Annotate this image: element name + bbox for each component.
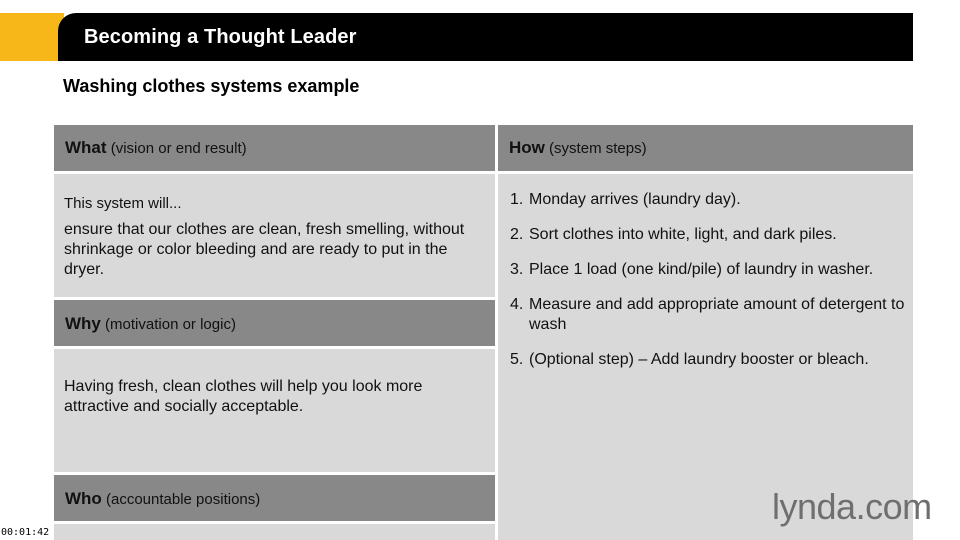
- step-number: 4.: [510, 296, 524, 313]
- who-body: [54, 524, 495, 540]
- how-sublabel: (system steps): [544, 140, 647, 157]
- how-header: [498, 125, 913, 171]
- list-item: [510, 190, 910, 210]
- why-body: [54, 349, 495, 472]
- how-label: How: [509, 138, 545, 157]
- what-intro: This system will...: [64, 195, 182, 212]
- why-label: Why: [65, 314, 101, 333]
- list-item: [510, 350, 910, 370]
- step-number: 1.: [510, 191, 524, 208]
- list-item: [510, 225, 910, 245]
- slide-title: Becoming a Thought Leader: [84, 26, 357, 48]
- who-header: [54, 475, 495, 521]
- what-header: [54, 125, 495, 171]
- what-label: What: [65, 138, 107, 157]
- step-text: Measure and add appropriate amount of detergent to wash: [529, 296, 905, 333]
- step-number: 2.: [510, 226, 524, 243]
- step-text: Monday arrives (laundry day).: [529, 191, 741, 208]
- step-number: 5.: [510, 351, 524, 368]
- accent-tab: [0, 13, 64, 61]
- what-text: ensure that our clothes are clean, fresh smelling, without shrinkage or color bleeding and are ready to put in the dryer.: [64, 221, 465, 278]
- title-bar: [58, 13, 913, 61]
- why-sublabel: (motivation or logic): [100, 316, 236, 333]
- step-text: Place 1 load (one kind/pile) of laundry in washer.: [529, 261, 874, 278]
- who-sublabel: (accountable positions): [101, 491, 261, 508]
- step-number: 3.: [510, 261, 524, 278]
- slide-subtitle: Washing clothes systems example: [63, 76, 360, 96]
- why-header: [54, 300, 495, 346]
- step-text: (Optional step) – Add laundry booster or bleach.: [529, 351, 869, 368]
- what-sublabel: (vision or end result): [106, 140, 247, 157]
- video-timecode: 00:01:42: [1, 527, 50, 538]
- who-label: Who: [65, 489, 102, 508]
- how-steps-list: [510, 190, 910, 385]
- what-body: [54, 174, 495, 297]
- lynda-watermark: lynda.com: [772, 486, 932, 527]
- step-text: Sort clothes into white, light, and dark piles.: [529, 226, 837, 243]
- why-text: Having fresh, clean clothes will help you look more attractive and socially acceptable.: [64, 378, 423, 415]
- list-item: [510, 260, 910, 280]
- list-item: [510, 295, 910, 335]
